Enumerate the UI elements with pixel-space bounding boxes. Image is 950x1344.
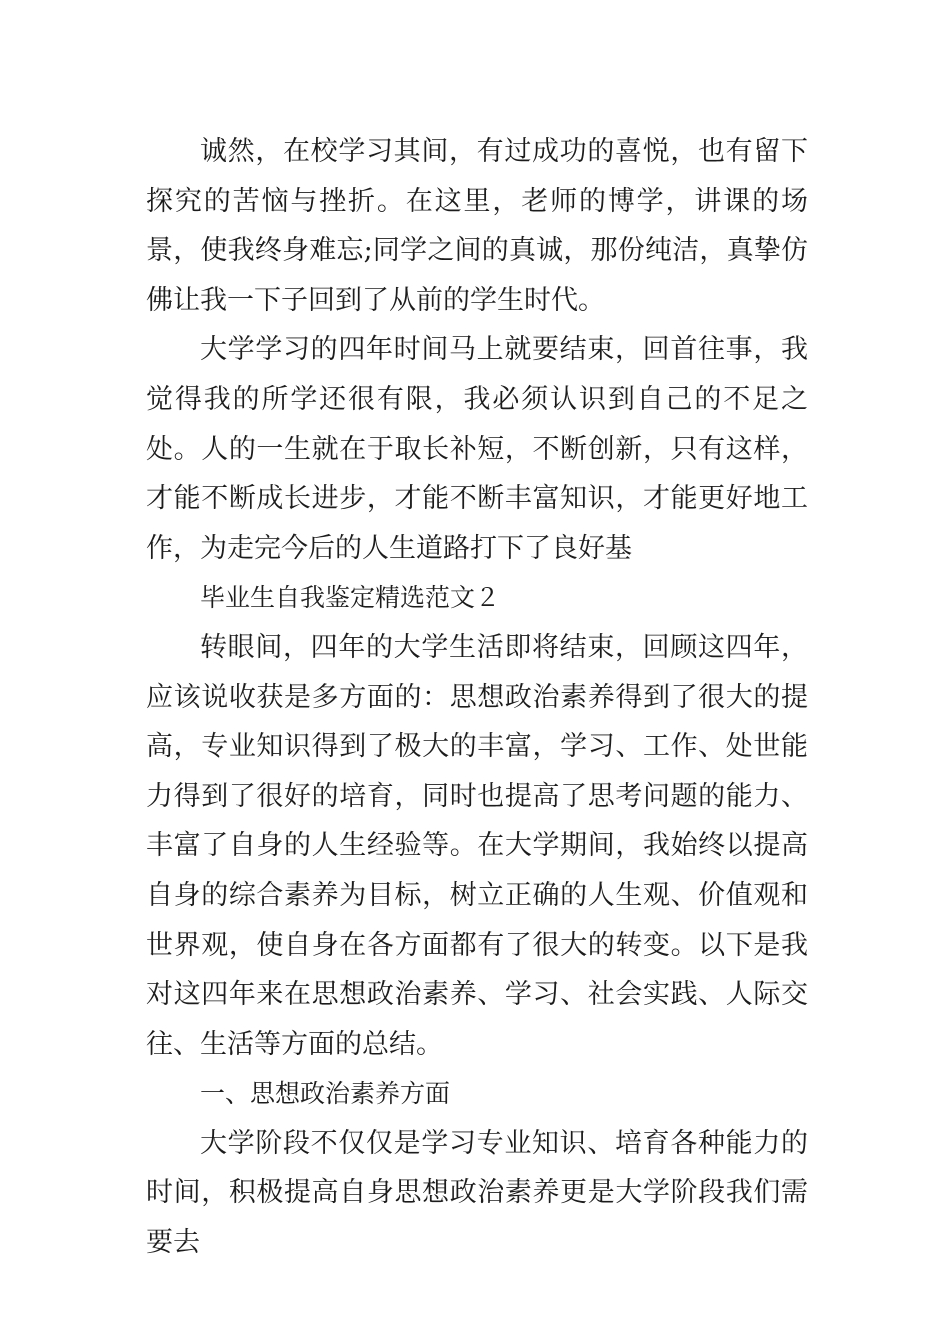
section-title: 一、思想政治素养方面 [200, 1079, 451, 1109]
paragraph: 诚然，在校学习其间，有过成功的喜悦，也有留下探究的苦恼与挫折。在这里，老师的博学，讲课的场景，使我终身难忘;同学之间的真诚，那份纯洁，真挚仿佛让我一下子回到了从前的学生时代。 [146, 136, 808, 316]
paragraph: 大学阶段不仅仅是学习专业知识、培育各种能力的时间，积极提高自身思想政治素养更是大学阶段我们需要去 [146, 1127, 808, 1259]
paragraph: 大学学习的四年时间马上就要结束，回首往事，我觉得我的所学还很有限，我必须认识到自己的不足之处。人的一生就在于取长补短，不断创新，只有这样，才能不断成长进步，才能不断丰富知识，才能更好地工作，为走完今后的人生道路打下了良好基 [146, 334, 808, 564]
paragraph: 转眼间，四年的大学生活即将结束，回顾这四年，应该说收获是多方面的：思想政治素养得到了很大的提高，专业知识得到了极大的丰富，学习、工作、处世能力得到了很好的培育，同时也提高了思考问题的能力、丰富了自身的人生经验等。在大学期间，我始终以提高自身的综合素养为目标，树立正确的人生观、价值观和世界观，使自身在各方面都有了很大的转变。以下是我对这四年来在思想政治素养、学习、社会实践、人际交往、生活等方面的总结。 [146, 631, 808, 1060]
document-body [146, 127, 808, 1268]
document-heading: 毕业生自我鉴定精选范文２ [200, 583, 501, 613]
